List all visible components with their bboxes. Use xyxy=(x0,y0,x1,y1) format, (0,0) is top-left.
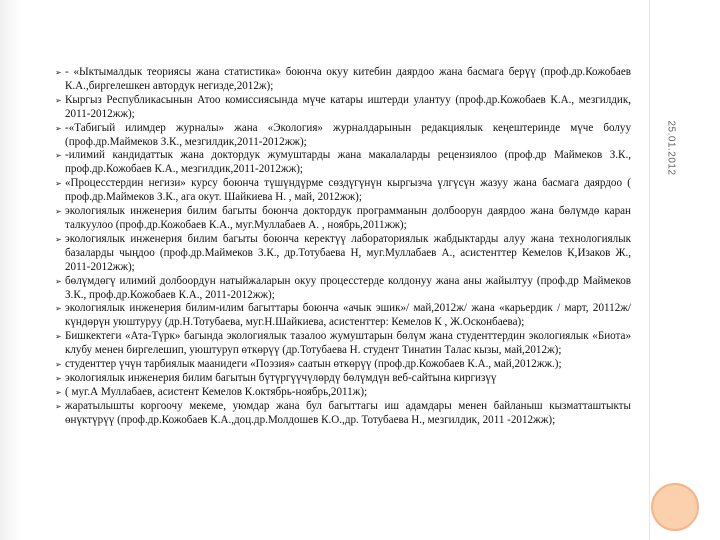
list-item-text: экологиялык инженерия билим багытын бүтүргүүчүлөрдү бөлүмдүн веб-сайтына киргизүү xyxy=(65,371,497,384)
arrow-bullet-icon: ➢ xyxy=(55,234,62,244)
list-item-text: -«Табигый илимдер журналы» жана «Экология» журналдарынын редакциялык кеңештеринде мүче болуу (проф.др.Маймеков З.К., мезгилдик,2011-2012жж); xyxy=(65,121,631,148)
list-item xyxy=(57,400,631,428)
list-item xyxy=(57,372,631,386)
list-item xyxy=(57,177,631,205)
arrow-bullet-icon: ➢ xyxy=(55,68,62,77)
list-item-text: -илимий кандидаттык жана доктордук жумуштарды жана макалаларды рецензиялоо (проф.др Маймеков З.К., проф.др.Кожобаев К.А., мезгилдик,2011-2012жж); xyxy=(65,149,631,176)
list-item-text: Бишкектеги «Ата-Түрк» багында экологиялык тазалоо жумуштарын бөлүм жана студенттердин экологиялык «Биота» клубу менен биргелешип, уюштуруп өткөрүү (др.Тотубаева Н. студент Тинатин Талас кызы, май,2012ж); xyxy=(65,330,631,357)
list-item-text: ( муг.А Муллабаев, асистент Кемелов К.октябрь-ноябрь,2011ж); xyxy=(65,385,368,398)
arrow-bullet-icon: ➢ xyxy=(55,373,62,383)
arrow-bullet-icon: ➢ xyxy=(55,304,62,314)
list-item xyxy=(57,205,631,233)
list-item xyxy=(57,122,631,150)
list-item xyxy=(57,386,631,400)
list-item-text: студенттер үчүн тарбиялык маанидеги «Поэзия» саатын өткөрүү (проф.др.Кожобаев К.А., май,2012жж.); xyxy=(65,358,562,371)
list-item xyxy=(57,302,631,330)
arrow-bullet-icon: ➢ xyxy=(55,276,62,286)
arrow-bullet-icon: ➢ xyxy=(55,360,62,370)
list-item xyxy=(57,330,631,358)
arrow-bullet-icon: ➢ xyxy=(55,207,62,217)
list-item xyxy=(57,358,631,372)
list-item-text: экологиялык инженерия билим багыты боюнча доктордук программанын долбоорун даярдоо жана бөлүмдө каран талкуулоо (проф.др.Кожобаев К.А., муг.Муллабаев А. , ноябрь,2011жж); xyxy=(65,205,631,231)
arrow-bullet-icon: ➢ xyxy=(55,179,62,189)
list-item xyxy=(57,149,631,177)
list-item-text: Кыргыз Республикасынын Атоо комиссиясында мүче катары иштерди улантуу (проф.др.Кожобаев К.А., мезгилдик, 2011-2012жж); xyxy=(65,93,631,120)
list-item-text: бөлүмдөгү илимий долбоордун натыйжаларын окуу процесстерде колдонуу жана аны жайылтуу (проф.др Маймеков З.К., проф.др.Кожобаев К.А., 2011-2012жж); xyxy=(65,274,631,301)
list-item xyxy=(57,275,631,303)
decorative-circle xyxy=(651,483,699,531)
arrow-bullet-icon: ➢ xyxy=(55,332,62,342)
list-item-text: экологиялык инженерия билим багыты боюнча керектүү лабораториялык жабдыктарды алуу жана технологиялык базаларды чыңдоо (проф.др.Маймеков З.К., др.Тотубаева Н, муг.Муллабаев А., асистенттер Кемелов К,Изаков Ж., 2011-2012жж); xyxy=(65,232,631,273)
right-margin-rule xyxy=(649,0,650,540)
left-edge-shading xyxy=(0,0,22,540)
slide-date xyxy=(662,112,680,184)
arrow-bullet-icon: ➢ xyxy=(55,387,62,397)
list-item-text: - «Ыктымалдык теориясы жана статистика» боюнча окуу китебин даярдоо жана басмага берүү (проф.др.Кожобаев К.А.,биргелешкен автордук негизде,2012ж); xyxy=(65,66,631,92)
arrow-bullet-icon: ➢ xyxy=(55,151,62,161)
arrow-bullet-icon: ➢ xyxy=(55,401,62,411)
bullet-list xyxy=(57,66,631,428)
list-item-text: жаратылышты коргоочу мекеме, уюмдар жана бул багыттагы иш адамдары менен байланыш кызматташтыкты өнүктүрүү (проф.др.Кожобаев К.А.,доц.др.Молдошев К.О.,др. Тотубаева Н., мезгилдик, 2011 -2012жж); xyxy=(65,399,631,426)
list-item-text: «Процесстердин негизи» курсу боюнча түшүндүрме сөздүгүнүн кыргызча үлгүсүн жазуу жана басмага даярдоо ( проф.др.Маймеков З.К., ага окут. Шайкиева Н. , май, 2012жж); xyxy=(65,177,631,204)
arrow-bullet-icon: ➢ xyxy=(55,123,62,133)
list-item xyxy=(57,94,631,122)
list-item xyxy=(57,66,631,94)
list-item-text: экологиялык инженерия билим-илим багыттары боюнча «ачык эшик»/ май,2012ж/ жана «карьердик / март, 20112ж/ күндөрүн уюштуруу (др.Н.Тотубаева, муг.Н.Шайкиева, асистенттер: Кемелов К , Ж.Осконбаева); xyxy=(65,302,631,329)
list-item xyxy=(57,233,631,275)
arrow-bullet-icon: ➢ xyxy=(55,95,62,105)
slide-date-text: 25.01.2012 xyxy=(665,120,677,176)
